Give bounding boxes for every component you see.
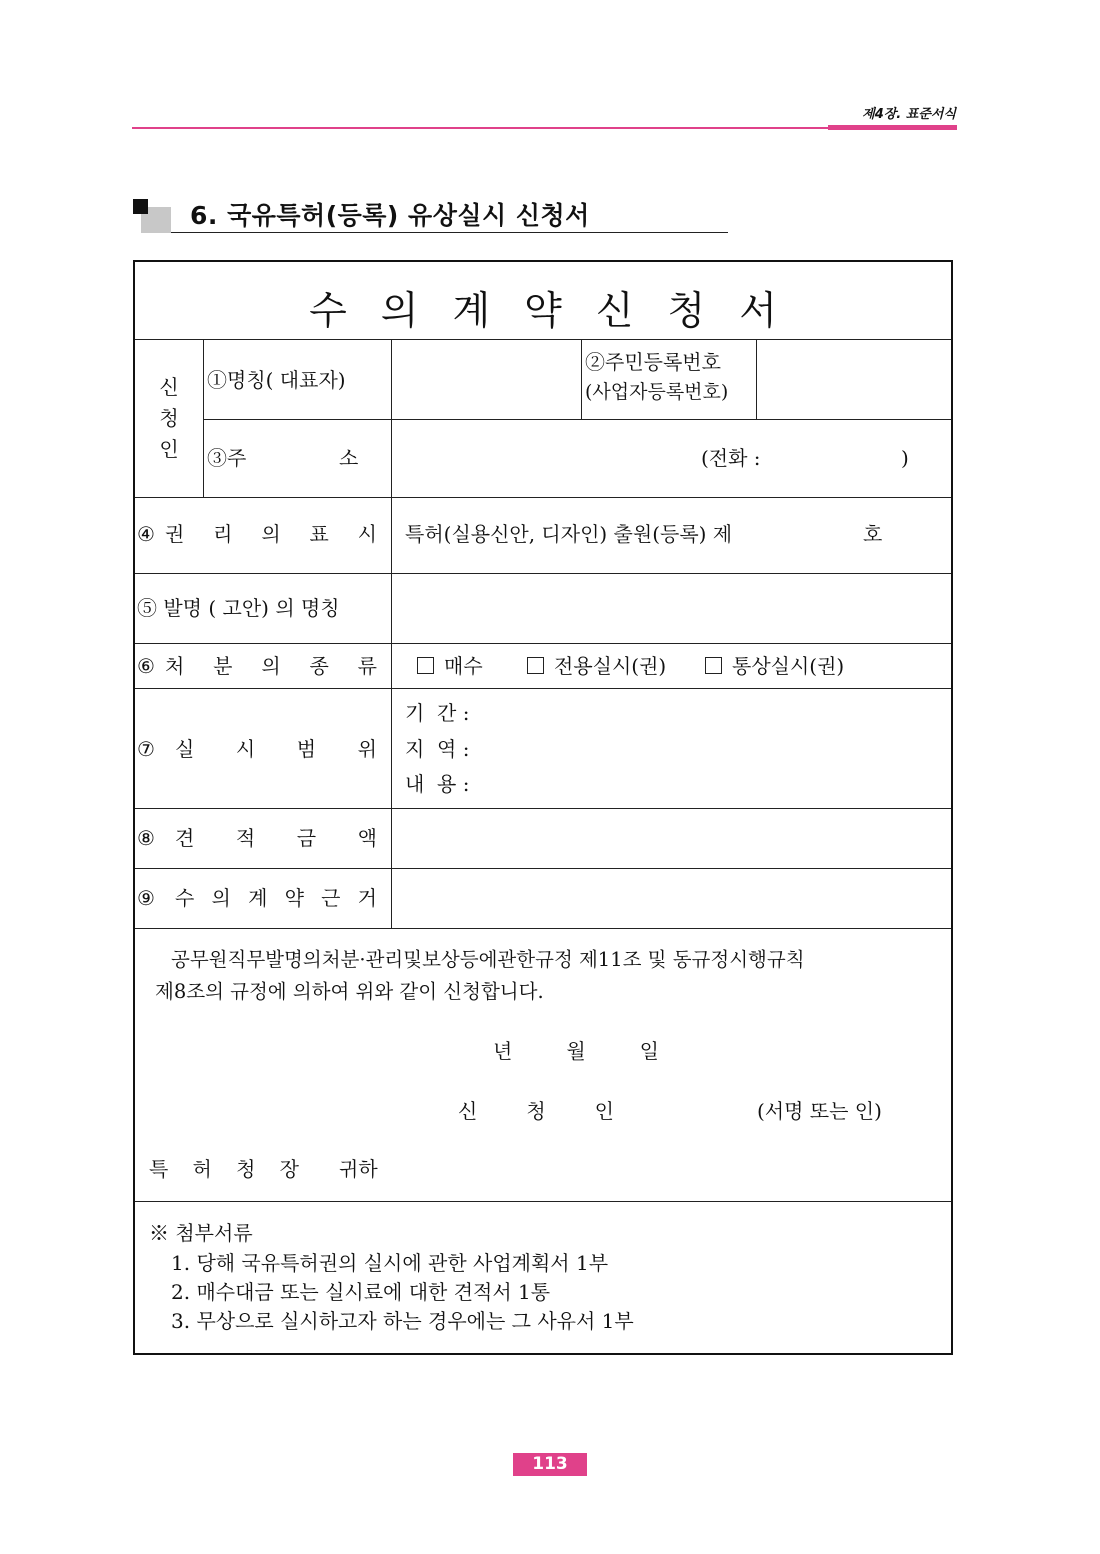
col-divider [581, 339, 582, 419]
attachment-item: 2. 매수대금 또는 실시료에 대한 견적서 1통 [171, 1280, 551, 1304]
statement-line2: 제8조의 규정에 의하여 위와 같이 신청합니다. [155, 980, 544, 1003]
scope-num: ⑦ [137, 737, 155, 761]
rights-num: ④ [137, 522, 155, 546]
disposal-label-char: 종 [309, 654, 329, 678]
rights-label-char: 권 [165, 522, 185, 546]
scope-label-char: 위 [357, 737, 377, 761]
basis-num: ⑨ [137, 886, 155, 910]
estimate-label [175, 828, 377, 848]
basis-label-char: 약 [284, 886, 304, 910]
header-rule [132, 127, 828, 129]
applicant-label [135, 372, 203, 465]
chapter-header: 제4장. 표준서식 [862, 107, 956, 122]
phone-open: (전화 : [701, 446, 761, 470]
recipient-char: 장 [279, 1157, 299, 1181]
row-divider [135, 688, 951, 689]
date-char: 일 [639, 1039, 659, 1063]
recipient-suffix: 귀하 [339, 1157, 378, 1181]
basis-label [175, 888, 377, 908]
disposal-num: ⑥ [137, 654, 155, 678]
disposal-option-ordinary[interactable] [705, 656, 844, 676]
rights-value-end: 호 [863, 522, 883, 546]
application-form [133, 260, 953, 1355]
scope-label-char: 시 [235, 737, 256, 761]
rights-label [165, 524, 377, 544]
disposal-label-char: 분 [213, 654, 233, 678]
attachments-heading: ※ 첨부서류 [149, 1221, 253, 1245]
scope-content: 내 용 : [405, 772, 470, 796]
attachment-item: 3. 무상으로 실시하고자 하는 경우에는 그 사유서 1부 [171, 1309, 634, 1333]
basis-label-char: 계 [248, 886, 268, 910]
form-title-char: 신 [595, 289, 668, 334]
estimate-label-char: 액 [357, 826, 377, 850]
signature-note: (서명 또는 인) [757, 1099, 882, 1123]
form-title-char: 의 [380, 289, 453, 334]
scope-label-char: 범 [296, 737, 317, 761]
signer-char: 청 [526, 1099, 546, 1123]
disposal-label-char: 처 [165, 654, 185, 678]
section-title: 6. 국유특허(등록) 유상실시 신청서 [190, 201, 590, 230]
form-title [135, 280, 951, 336]
rights-label-char: 의 [261, 522, 281, 546]
form-title-char: 약 [524, 289, 596, 334]
disposal-option-label: 전용실시(권) [554, 654, 667, 678]
address-label-num: ③주 [207, 446, 247, 470]
row-divider [135, 643, 951, 644]
signer-char: 인 [594, 1099, 614, 1123]
phone-close: ) [901, 446, 909, 470]
basis-label-char: 근 [321, 886, 341, 910]
checkbox-icon[interactable] [417, 657, 434, 674]
form-title-char: 서 [739, 289, 811, 334]
disposal-label [165, 656, 377, 676]
rights-label-char: 리 [213, 522, 233, 546]
recipient-label [149, 1159, 299, 1179]
checkbox-icon[interactable] [527, 657, 544, 674]
statement-line1: 공무원직무발명의처분·관리및보상등에관한규정 제11조 및 동규정시행규칙 [171, 948, 805, 971]
row-divider [135, 928, 951, 929]
basis-label-char: 거 [357, 886, 377, 910]
applicant-label-char: 청 [159, 406, 179, 430]
applicant-label-char: 인 [159, 437, 179, 461]
row-divider [135, 339, 951, 340]
form-title-char: 수 [309, 289, 381, 334]
basis-label-char: 의 [211, 886, 231, 910]
rights-label-char: 표 [309, 522, 329, 546]
scope-label [175, 739, 377, 759]
section-bullet-icon [133, 199, 148, 214]
section-title-underline [171, 232, 728, 233]
row-divider [135, 1201, 951, 1202]
estimate-num: ⑧ [137, 826, 155, 850]
date-char: 월 [566, 1039, 586, 1063]
header-accent-bar [828, 125, 957, 130]
row-divider [135, 808, 951, 809]
row-divider [135, 868, 951, 869]
checkbox-icon[interactable] [705, 657, 722, 674]
name-label: ①명칭( 대표자) [207, 368, 346, 392]
row-divider [203, 419, 951, 420]
scope-label-char: 실 [175, 737, 195, 761]
row-divider [135, 497, 951, 498]
applicant-label-char: 신 [159, 375, 179, 399]
id-label-line2: (사업자등록번호) [585, 381, 729, 403]
estimate-label-char: 견 [175, 826, 195, 850]
col-divider [391, 339, 392, 928]
disposal-label-char: 류 [357, 654, 377, 678]
date-line [493, 1041, 659, 1061]
disposal-option-purchase[interactable] [417, 656, 483, 676]
recipient-char: 허 [192, 1157, 212, 1181]
col-divider [203, 339, 204, 497]
basis-label-char: 수 [175, 886, 195, 910]
date-char: 년 [493, 1039, 513, 1063]
disposal-option-label: 매수 [444, 654, 483, 678]
estimate-label-char: 적 [235, 826, 256, 850]
scope-region: 지 역 : [405, 737, 470, 761]
form-title-char: 계 [452, 289, 525, 334]
recipient-char: 청 [236, 1157, 256, 1181]
form-title-char: 청 [667, 289, 740, 334]
disposal-option-exclusive[interactable] [527, 656, 666, 676]
rights-label-char: 시 [357, 522, 377, 546]
recipient-char: 특 [149, 1157, 169, 1181]
col-divider [756, 339, 757, 419]
estimate-label-char: 금 [296, 826, 317, 850]
id-label-line1: ②주민등록번호 [585, 350, 721, 374]
scope-period: 기 간 : [405, 701, 470, 725]
address-label-end: 소 [339, 446, 359, 470]
signer-char: 신 [458, 1099, 478, 1123]
disposal-label-char: 의 [261, 654, 281, 678]
invention-name-label: ⑤ 발명 ( 고안) 의 명칭 [137, 596, 340, 620]
attachment-item: 1. 당해 국유특허권의 실시에 관한 사업계획서 1부 [171, 1251, 609, 1275]
signer-label [458, 1101, 614, 1121]
page-number: 113 [513, 1453, 587, 1476]
row-divider [135, 573, 951, 574]
rights-value: 특허(실용신안, 디자인) 출원(등록) 제 [405, 522, 733, 546]
disposal-option-label: 통상실시(권) [732, 654, 845, 678]
